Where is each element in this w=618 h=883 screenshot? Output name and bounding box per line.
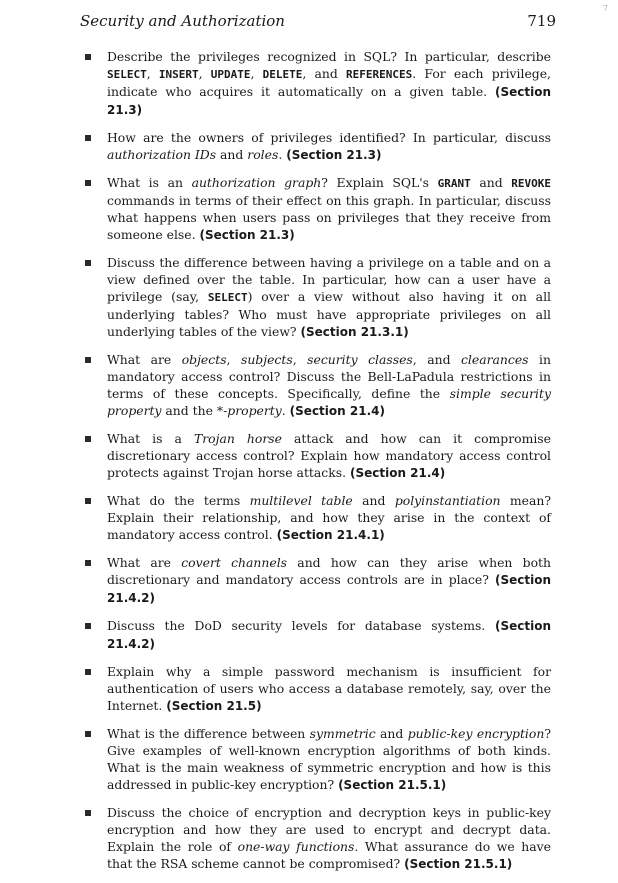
text-run: and xyxy=(375,726,408,741)
list-item xyxy=(85,804,551,873)
italic-term: subjects xyxy=(240,352,293,367)
sql-keyword: DELETE xyxy=(262,68,303,81)
bullet-icon xyxy=(85,560,91,566)
list-item xyxy=(85,254,551,341)
text-run: What is the difference between xyxy=(107,726,310,741)
bullet-icon xyxy=(85,731,91,737)
text-run: , xyxy=(146,66,159,81)
italic-term: Trojan horse xyxy=(193,431,282,446)
italic-term: authorization graph xyxy=(191,175,322,190)
bullet-icon xyxy=(85,54,91,60)
text-run: , xyxy=(250,66,263,81)
text-run: What are xyxy=(107,555,182,570)
section-reference: (Section 21.4) xyxy=(289,404,385,418)
list-item xyxy=(85,617,551,653)
text-run: What are xyxy=(107,352,182,367)
text-run: . xyxy=(281,403,290,418)
italic-term: one-way functions xyxy=(237,839,355,854)
italic-term: public-key encryption xyxy=(407,726,545,741)
text-run: , xyxy=(198,66,211,81)
text-run: , xyxy=(226,352,241,367)
section-reference: (Section 21.4.2) xyxy=(107,619,551,651)
text-run: . What assurance do we have that the RSA scheme cannot be compromised? xyxy=(107,839,551,871)
italic-term: authorization IDs xyxy=(107,147,217,162)
text-run: . xyxy=(278,147,287,162)
bullet-icon xyxy=(85,357,91,363)
list-item xyxy=(85,492,551,544)
italic-term: multilevel table xyxy=(249,493,353,508)
list-item xyxy=(85,174,551,244)
bullet-icon xyxy=(85,260,91,266)
text-run: Describe the privileges recognized in SQL? In particular, describe xyxy=(107,49,551,64)
bullet-icon xyxy=(85,623,91,629)
sql-keyword: REVOKE xyxy=(511,177,552,190)
text-run: , and xyxy=(302,66,347,81)
italic-term: clearances xyxy=(460,352,529,367)
list-item xyxy=(85,48,551,119)
list-item xyxy=(85,129,551,164)
italic-term: simple security property xyxy=(107,386,551,418)
sql-keyword: REFERENCES xyxy=(346,68,413,81)
page-number: 719 xyxy=(527,12,556,30)
list-item xyxy=(85,725,551,794)
text-run: , and xyxy=(412,352,461,367)
italic-term: symmetric xyxy=(309,726,376,741)
italic-term: security classes xyxy=(307,352,413,367)
italic-term: roles xyxy=(247,147,279,162)
italic-term: polyinstantiation xyxy=(394,493,501,508)
sql-keyword: INSERT xyxy=(158,68,199,81)
text-run: Discuss the choice of encryption and decryption keys in public-key encryption and how they are used to encrypt and decrypt data. Explain the role of xyxy=(107,805,551,854)
bullet-icon xyxy=(85,180,91,186)
text-run: Discuss the difference between having a privilege on a table and on a view defined over the table. In particular, how can a user have a privilege (say, xyxy=(107,255,551,304)
text-run: and xyxy=(216,147,248,162)
section-reference: (Section 21.4.2) xyxy=(107,573,551,605)
section-reference: (Section 21.3.1) xyxy=(300,325,409,339)
text-run: attack and how can it compromise discretionary access control? Explain how mandatory access control protects against Trojan horse attacks. xyxy=(107,431,551,480)
text-run: How are the owners of privileges identified? In particular, discuss xyxy=(107,130,551,145)
running-header xyxy=(80,12,556,34)
text-run: and how can they arise when both discretionary and mandatory access controls are in place? xyxy=(107,555,551,587)
section-reference: (Section 21.3) xyxy=(199,228,295,242)
text-run: in mandatory access control? Discuss the Bell-LaPadula restrictions in terms of these concepts. Specifically, define the xyxy=(107,352,551,401)
list-item xyxy=(85,554,551,607)
text-run: mean? Explain their relationship, and how they arise in the context of mandatory access control. xyxy=(107,493,551,542)
italic-term: objects xyxy=(181,352,227,367)
section-reference: (Section 21.3) xyxy=(107,85,551,117)
text-run: and the xyxy=(161,403,217,418)
section-reference: (Section 21.4.1) xyxy=(276,528,385,542)
text-run: , xyxy=(292,352,308,367)
bullet-icon xyxy=(85,810,91,816)
list-item xyxy=(85,663,551,715)
corner-mark: 7 xyxy=(602,4,608,13)
text-run: . For each privilege, indicate who acquires it automatically on a given table. xyxy=(107,66,552,99)
text-run: What is an xyxy=(107,175,192,190)
sql-keyword: SELECT xyxy=(207,291,248,304)
review-questions-list xyxy=(85,48,551,883)
running-title: Security and Authorization xyxy=(80,12,285,30)
text-run: and xyxy=(470,175,512,190)
bullet-icon xyxy=(85,498,91,504)
text-run: commands in terms of their effect on this graph. In particular, discuss what happens when users pass on privileges that they receive from someone else. xyxy=(107,193,551,242)
italic-term: *-property xyxy=(216,403,282,418)
text-run: Discuss the DoD security levels for database systems. xyxy=(107,618,495,633)
section-reference: (Section 21.4) xyxy=(349,466,446,480)
bullet-icon xyxy=(85,135,91,141)
text-run: ) over a view without also having it on all underlying tables? Who must have appropriate privileges on all underlying tables of the view? xyxy=(107,289,551,339)
text-run: ? Give examples of well-known encryption algorithms of both kinds. What is the main weakness of symmetric encryption and how is this addressed in public-key encryption? xyxy=(107,726,551,792)
sql-keyword: UPDATE xyxy=(210,68,251,81)
sql-keyword: SELECT xyxy=(107,68,147,81)
section-reference: (Section 21.5.1) xyxy=(404,857,513,871)
section-reference: (Section 21.5) xyxy=(166,699,262,713)
bullet-icon xyxy=(85,436,91,442)
text-run: What do the terms xyxy=(107,493,250,508)
section-reference: (Section 21.3) xyxy=(286,148,382,162)
bullet-icon xyxy=(85,669,91,675)
sql-keyword: GRANT xyxy=(437,177,471,190)
text-run: and xyxy=(352,493,395,508)
text-run: ? Explain SQL's xyxy=(321,175,438,190)
section-reference: (Section 21.5.1) xyxy=(338,778,447,792)
italic-term: covert channels xyxy=(181,555,288,570)
list-item xyxy=(85,430,551,482)
list-item xyxy=(85,351,551,420)
text-run: Explain why a simple password mechanism is insufficient for authentication of users who access a database remotely, say, over the Internet. xyxy=(107,664,551,713)
text-run: What is a xyxy=(107,431,194,446)
